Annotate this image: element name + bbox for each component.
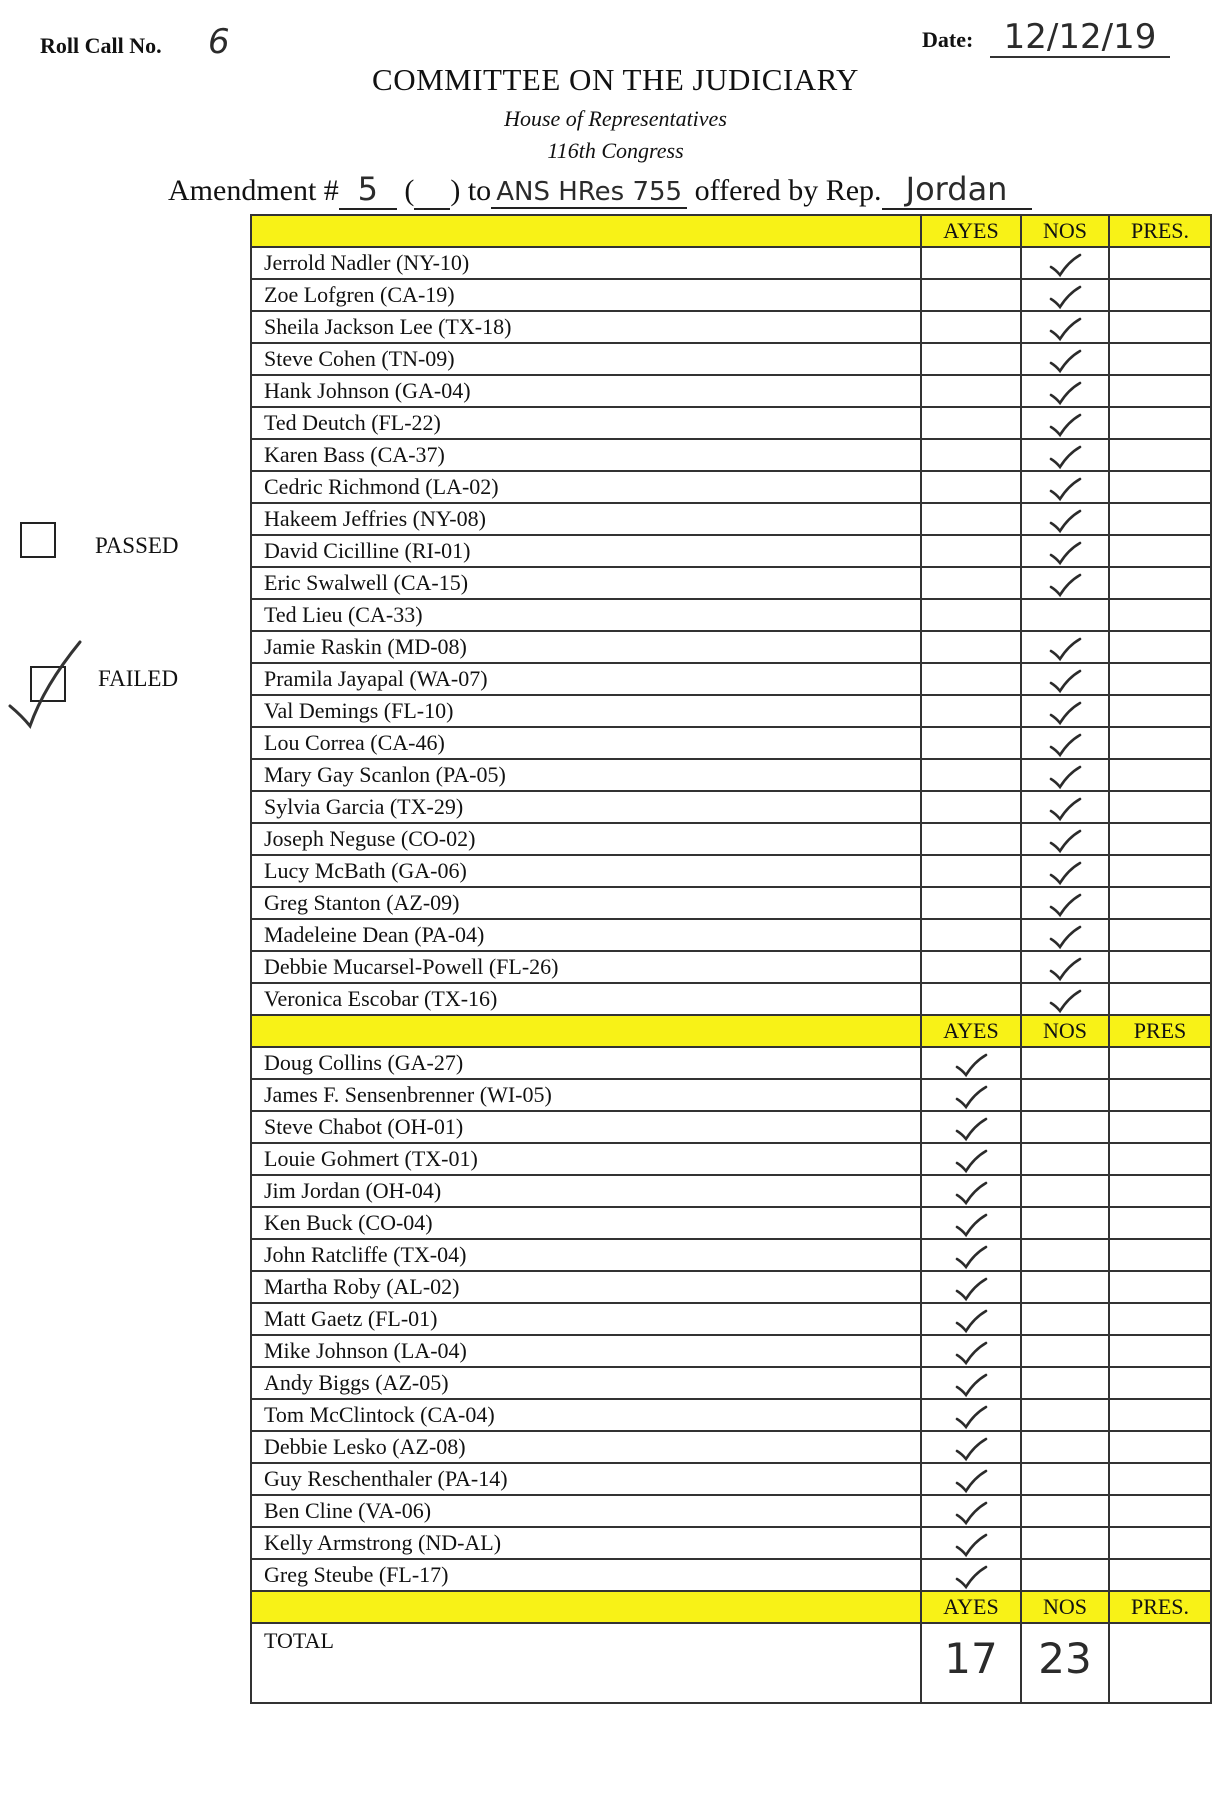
check-mark-icon <box>954 1532 988 1558</box>
check-mark-icon <box>1048 860 1082 886</box>
no-cell <box>1021 1335 1109 1367</box>
member-row <box>251 1335 1211 1367</box>
present-cell <box>1109 1463 1211 1495</box>
date-label: Date: <box>922 27 974 52</box>
present-cell <box>1109 759 1211 791</box>
no-cell <box>1021 1463 1109 1495</box>
no-cell <box>1021 1271 1109 1303</box>
header-row-majority <box>251 215 1211 247</box>
aye-cell <box>921 439 1021 471</box>
member-row <box>251 1079 1211 1111</box>
check-mark-icon <box>954 1372 988 1398</box>
aye-cell <box>921 567 1021 599</box>
member-name: Hakeem Jeffries (NY-08) <box>251 503 921 535</box>
no-cell <box>1021 887 1109 919</box>
check-mark-icon <box>954 1052 988 1078</box>
present-cell <box>1109 887 1211 919</box>
member-name: Ted Lieu (CA-33) <box>251 599 921 631</box>
present-cell <box>1109 567 1211 599</box>
aye-cell <box>921 855 1021 887</box>
member-name: Kelly Armstrong (ND-AL) <box>251 1527 921 1559</box>
check-mark-icon <box>1048 924 1082 950</box>
no-cell <box>1021 279 1109 311</box>
aye-cell <box>921 695 1021 727</box>
check-mark-icon <box>954 1180 988 1206</box>
aye-cell <box>921 1111 1021 1143</box>
no-cell <box>1021 1527 1109 1559</box>
no-cell <box>1021 567 1109 599</box>
present-cell <box>1109 471 1211 503</box>
no-cell <box>1021 1047 1109 1079</box>
no-cell <box>1021 919 1109 951</box>
check-mark-icon <box>954 1084 988 1110</box>
member-name: Andy Biggs (AZ-05) <box>251 1367 921 1399</box>
total-label: TOTAL <box>251 1623 921 1703</box>
no-cell <box>1021 1559 1109 1591</box>
header-row-total <box>251 1591 1211 1623</box>
total-nos <box>1021 1623 1109 1703</box>
aye-cell <box>921 1559 1021 1591</box>
member-row <box>251 1559 1211 1591</box>
vote-table <box>250 214 1212 1704</box>
amendment-to-label: to <box>467 174 492 207</box>
member-row <box>251 343 1211 375</box>
aye-cell <box>921 375 1021 407</box>
check-mark-icon <box>1048 764 1082 790</box>
no-cell <box>1021 503 1109 535</box>
member-name: Greg Stanton (AZ-09) <box>251 887 921 919</box>
present-cell <box>1109 1111 1211 1143</box>
present-cell <box>1109 503 1211 535</box>
header-ayes: AYES <box>921 215 1021 247</box>
check-mark-icon <box>1048 732 1082 758</box>
no-cell <box>1021 311 1109 343</box>
passed-label: PASSED <box>95 533 179 558</box>
check-mark-icon <box>1048 412 1082 438</box>
member-name: Pramila Jayapal (WA-07) <box>251 663 921 695</box>
amendment-sub-blank <box>414 174 450 210</box>
member-row <box>251 471 1211 503</box>
header-blank <box>251 1591 921 1623</box>
aye-cell <box>921 343 1021 375</box>
header-nos: NOS <box>1021 1591 1109 1623</box>
member-name: Jerrold Nadler (NY-10) <box>251 247 921 279</box>
aye-cell <box>921 1335 1021 1367</box>
present-cell <box>1109 695 1211 727</box>
check-mark-icon <box>1048 892 1082 918</box>
present-cell <box>1109 1175 1211 1207</box>
aye-cell <box>921 471 1021 503</box>
no-cell <box>1021 1431 1109 1463</box>
member-row <box>251 407 1211 439</box>
no-cell <box>1021 471 1109 503</box>
present-cell <box>1109 1271 1211 1303</box>
no-cell <box>1021 247 1109 279</box>
member-row <box>251 375 1211 407</box>
present-cell <box>1109 1143 1211 1175</box>
check-mark-icon <box>1048 444 1082 470</box>
member-row <box>251 727 1211 759</box>
no-cell <box>1021 1079 1109 1111</box>
no-cell <box>1021 1303 1109 1335</box>
present-cell <box>1109 535 1211 567</box>
member-row <box>251 311 1211 343</box>
no-cell <box>1021 1239 1109 1271</box>
check-mark-icon <box>1048 252 1082 278</box>
member-name: Eric Swalwell (CA-15) <box>251 567 921 599</box>
header-ayes: AYES <box>921 1015 1021 1047</box>
member-name: James F. Sensenbrenner (WI-05) <box>251 1079 921 1111</box>
present-cell <box>1109 247 1211 279</box>
no-cell <box>1021 1143 1109 1175</box>
no-cell <box>1021 1399 1109 1431</box>
member-row <box>251 855 1211 887</box>
aye-cell <box>921 759 1021 791</box>
header-blank <box>251 1015 921 1047</box>
member-name: Debbie Mucarsel-Powell (FL-26) <box>251 951 921 983</box>
member-row <box>251 503 1211 535</box>
member-row <box>251 1399 1211 1431</box>
no-cell <box>1021 407 1109 439</box>
member-name: Sylvia Garcia (TX-29) <box>251 791 921 823</box>
member-row <box>251 599 1211 631</box>
present-cell <box>1109 1303 1211 1335</box>
aye-cell <box>921 535 1021 567</box>
no-cell <box>1021 631 1109 663</box>
member-name: Mary Gay Scanlon (PA-05) <box>251 759 921 791</box>
member-name: Hank Johnson (GA-04) <box>251 375 921 407</box>
passed-checkbox <box>20 522 56 558</box>
member-name: Debbie Lesko (AZ-08) <box>251 1431 921 1463</box>
member-name: Steve Chabot (OH-01) <box>251 1111 921 1143</box>
present-cell <box>1109 791 1211 823</box>
member-name: Sheila Jackson Lee (TX-18) <box>251 311 921 343</box>
total-ayes <box>921 1623 1021 1703</box>
present-cell <box>1109 407 1211 439</box>
present-cell <box>1109 599 1211 631</box>
no-cell <box>1021 1175 1109 1207</box>
member-row <box>251 983 1211 1015</box>
present-cell <box>1109 1399 1211 1431</box>
check-mark-icon <box>954 1244 988 1270</box>
member-name: Steve Cohen (TN-09) <box>251 343 921 375</box>
aye-cell <box>921 1079 1021 1111</box>
total-pres <box>1109 1623 1211 1703</box>
check-mark-icon <box>1048 348 1082 374</box>
roll-call-label: Roll Call No. <box>40 33 162 58</box>
member-row <box>251 1143 1211 1175</box>
member-name: Karen Bass (CA-37) <box>251 439 921 471</box>
aye-cell <box>921 1303 1021 1335</box>
present-cell <box>1109 1431 1211 1463</box>
failed-check-icon <box>4 636 84 732</box>
total-row <box>251 1623 1211 1703</box>
member-row <box>251 919 1211 951</box>
present-cell <box>1109 1207 1211 1239</box>
check-mark-icon <box>954 1404 988 1430</box>
header-blank <box>251 215 921 247</box>
no-cell <box>1021 823 1109 855</box>
present-cell <box>1109 279 1211 311</box>
member-row <box>251 567 1211 599</box>
present-cell <box>1109 1047 1211 1079</box>
aye-cell <box>921 311 1021 343</box>
check-mark-icon <box>1048 796 1082 822</box>
aye-cell <box>921 727 1021 759</box>
member-row <box>251 439 1211 471</box>
member-row <box>251 1527 1211 1559</box>
member-row <box>251 1111 1211 1143</box>
amendment-number: 5 <box>339 170 397 210</box>
aye-cell <box>921 1399 1021 1431</box>
check-mark-icon <box>954 1212 988 1238</box>
present-cell <box>1109 1239 1211 1271</box>
member-row <box>251 1367 1211 1399</box>
header-nos: NOS <box>1021 215 1109 247</box>
offered-by-label: offered by Rep. <box>694 174 882 207</box>
member-name: Tom McClintock (CA-04) <box>251 1399 921 1431</box>
total-ayes-value: 17 <box>944 1634 998 1683</box>
member-name: Lucy McBath (GA-06) <box>251 855 921 887</box>
member-name: Zoe Lofgren (CA-19) <box>251 279 921 311</box>
present-cell <box>1109 727 1211 759</box>
present-cell <box>1109 919 1211 951</box>
member-name: Lou Correa (CA-46) <box>251 727 921 759</box>
member-row <box>251 535 1211 567</box>
present-cell <box>1109 823 1211 855</box>
member-name: Jamie Raskin (MD-08) <box>251 631 921 663</box>
aye-cell <box>921 663 1021 695</box>
aye-cell <box>921 919 1021 951</box>
date-value: 12/12/19 <box>990 18 1170 58</box>
member-row <box>251 887 1211 919</box>
no-cell <box>1021 343 1109 375</box>
member-row <box>251 1271 1211 1303</box>
member-name: Madeleine Dean (PA-04) <box>251 919 921 951</box>
aye-cell <box>921 503 1021 535</box>
aye-cell <box>921 1207 1021 1239</box>
header-ayes: AYES <box>921 1591 1021 1623</box>
check-mark-icon <box>1048 572 1082 598</box>
aye-cell <box>921 823 1021 855</box>
no-cell <box>1021 375 1109 407</box>
present-cell <box>1109 311 1211 343</box>
member-row <box>251 759 1211 791</box>
present-cell <box>1109 1527 1211 1559</box>
member-row <box>251 1239 1211 1271</box>
aye-cell <box>921 1495 1021 1527</box>
check-mark-icon <box>1048 380 1082 406</box>
member-row <box>251 1175 1211 1207</box>
present-cell <box>1109 439 1211 471</box>
no-cell <box>1021 759 1109 791</box>
present-cell <box>1109 631 1211 663</box>
present-cell <box>1109 375 1211 407</box>
member-row <box>251 823 1211 855</box>
member-row <box>251 791 1211 823</box>
amendment-prefix: Amendment # <box>168 174 339 207</box>
aye-cell <box>921 1175 1021 1207</box>
check-mark-icon <box>954 1148 988 1174</box>
member-row <box>251 663 1211 695</box>
member-row <box>251 1303 1211 1335</box>
committee-title: COMMITTEE ON THE JUDICIARY <box>372 62 859 97</box>
aye-cell <box>921 1271 1021 1303</box>
house-subtitle: House of Representatives <box>504 106 727 131</box>
present-cell <box>1109 1335 1211 1367</box>
aye-cell <box>921 1239 1021 1271</box>
member-name: Joseph Neguse (CO-02) <box>251 823 921 855</box>
no-cell <box>1021 535 1109 567</box>
amendment-open-paren: ( <box>404 174 415 207</box>
member-name: Doug Collins (GA-27) <box>251 1047 921 1079</box>
no-cell <box>1021 951 1109 983</box>
aye-cell <box>921 407 1021 439</box>
member-row <box>251 279 1211 311</box>
check-mark-icon <box>1048 636 1082 662</box>
present-cell <box>1109 1495 1211 1527</box>
check-mark-icon <box>1048 828 1082 854</box>
no-cell <box>1021 727 1109 759</box>
check-mark-icon <box>1048 988 1082 1014</box>
header-nos: NOS <box>1021 1015 1109 1047</box>
aye-cell <box>921 791 1021 823</box>
check-mark-icon <box>1048 508 1082 534</box>
check-mark-icon <box>954 1436 988 1462</box>
header-pres: PRES <box>1109 1015 1211 1047</box>
aye-cell <box>921 983 1021 1015</box>
member-name: Greg Steube (FL-17) <box>251 1559 921 1591</box>
check-mark-icon <box>954 1116 988 1142</box>
no-cell <box>1021 695 1109 727</box>
member-name: Mike Johnson (LA-04) <box>251 1335 921 1367</box>
member-row <box>251 1495 1211 1527</box>
present-cell <box>1109 1079 1211 1111</box>
member-name: Ben Cline (VA-06) <box>251 1495 921 1527</box>
no-cell <box>1021 1495 1109 1527</box>
no-cell <box>1021 1111 1109 1143</box>
aye-cell <box>921 1143 1021 1175</box>
check-mark-icon <box>1048 316 1082 342</box>
no-cell <box>1021 791 1109 823</box>
aye-cell <box>921 631 1021 663</box>
no-cell <box>1021 983 1109 1015</box>
no-cell <box>1021 599 1109 631</box>
member-name: Veronica Escobar (TX-16) <box>251 983 921 1015</box>
check-mark-icon <box>1048 668 1082 694</box>
check-mark-icon <box>954 1276 988 1302</box>
aye-cell <box>921 951 1021 983</box>
present-cell <box>1109 663 1211 695</box>
check-mark-icon <box>1048 700 1082 726</box>
check-mark-icon <box>954 1564 988 1590</box>
check-mark-icon <box>954 1308 988 1334</box>
no-cell <box>1021 1367 1109 1399</box>
congress-subtitle: 116th Congress <box>547 138 684 163</box>
check-mark-icon <box>1048 476 1082 502</box>
member-name: Ken Buck (CO-04) <box>251 1207 921 1239</box>
member-name: Cedric Richmond (LA-02) <box>251 471 921 503</box>
check-mark-icon <box>1048 956 1082 982</box>
present-cell <box>1109 855 1211 887</box>
member-row <box>251 951 1211 983</box>
member-name: John Ratcliffe (TX-04) <box>251 1239 921 1271</box>
amendment-to-value: ANS HRes 755 <box>491 177 687 209</box>
roll-call-number: 6 <box>208 22 230 62</box>
aye-cell <box>921 599 1021 631</box>
check-mark-icon <box>954 1468 988 1494</box>
member-row <box>251 695 1211 727</box>
aye-cell <box>921 887 1021 919</box>
member-row <box>251 1047 1211 1079</box>
present-cell <box>1109 983 1211 1015</box>
check-mark-icon <box>954 1340 988 1366</box>
check-mark-icon <box>954 1500 988 1526</box>
aye-cell <box>921 1463 1021 1495</box>
no-cell <box>1021 663 1109 695</box>
total-nos-value: 23 <box>1038 1634 1092 1683</box>
member-row <box>251 1431 1211 1463</box>
member-name: Louie Gohmert (TX-01) <box>251 1143 921 1175</box>
member-name: David Cicilline (RI-01) <box>251 535 921 567</box>
header-pres: PRES. <box>1109 1591 1211 1623</box>
member-row <box>251 1207 1211 1239</box>
header-row-minority <box>251 1015 1211 1047</box>
member-name: Matt Gaetz (FL-01) <box>251 1303 921 1335</box>
present-cell <box>1109 1559 1211 1591</box>
no-cell <box>1021 1207 1109 1239</box>
aye-cell <box>921 1527 1021 1559</box>
offered-by-value: Jordan <box>882 170 1032 210</box>
member-name: Ted Deutch (FL-22) <box>251 407 921 439</box>
present-cell <box>1109 951 1211 983</box>
aye-cell <box>921 1367 1021 1399</box>
aye-cell <box>921 1431 1021 1463</box>
present-cell <box>1109 1367 1211 1399</box>
check-mark-icon <box>1048 540 1082 566</box>
member-name: Guy Reschenthaler (PA-14) <box>251 1463 921 1495</box>
member-row <box>251 247 1211 279</box>
failed-label: FAILED <box>98 666 179 691</box>
amendment-close-paren: ) <box>450 174 461 207</box>
no-cell <box>1021 855 1109 887</box>
member-name: Martha Roby (AL-02) <box>251 1271 921 1303</box>
aye-cell <box>921 279 1021 311</box>
member-row <box>251 1463 1211 1495</box>
no-cell <box>1021 439 1109 471</box>
aye-cell <box>921 1047 1021 1079</box>
aye-cell <box>921 247 1021 279</box>
check-mark-icon <box>1048 284 1082 310</box>
amendment-line <box>168 170 1032 210</box>
present-cell <box>1109 343 1211 375</box>
header-pres: PRES. <box>1109 215 1211 247</box>
member-name: Jim Jordan (OH-04) <box>251 1175 921 1207</box>
member-row <box>251 631 1211 663</box>
member-name: Val Demings (FL-10) <box>251 695 921 727</box>
